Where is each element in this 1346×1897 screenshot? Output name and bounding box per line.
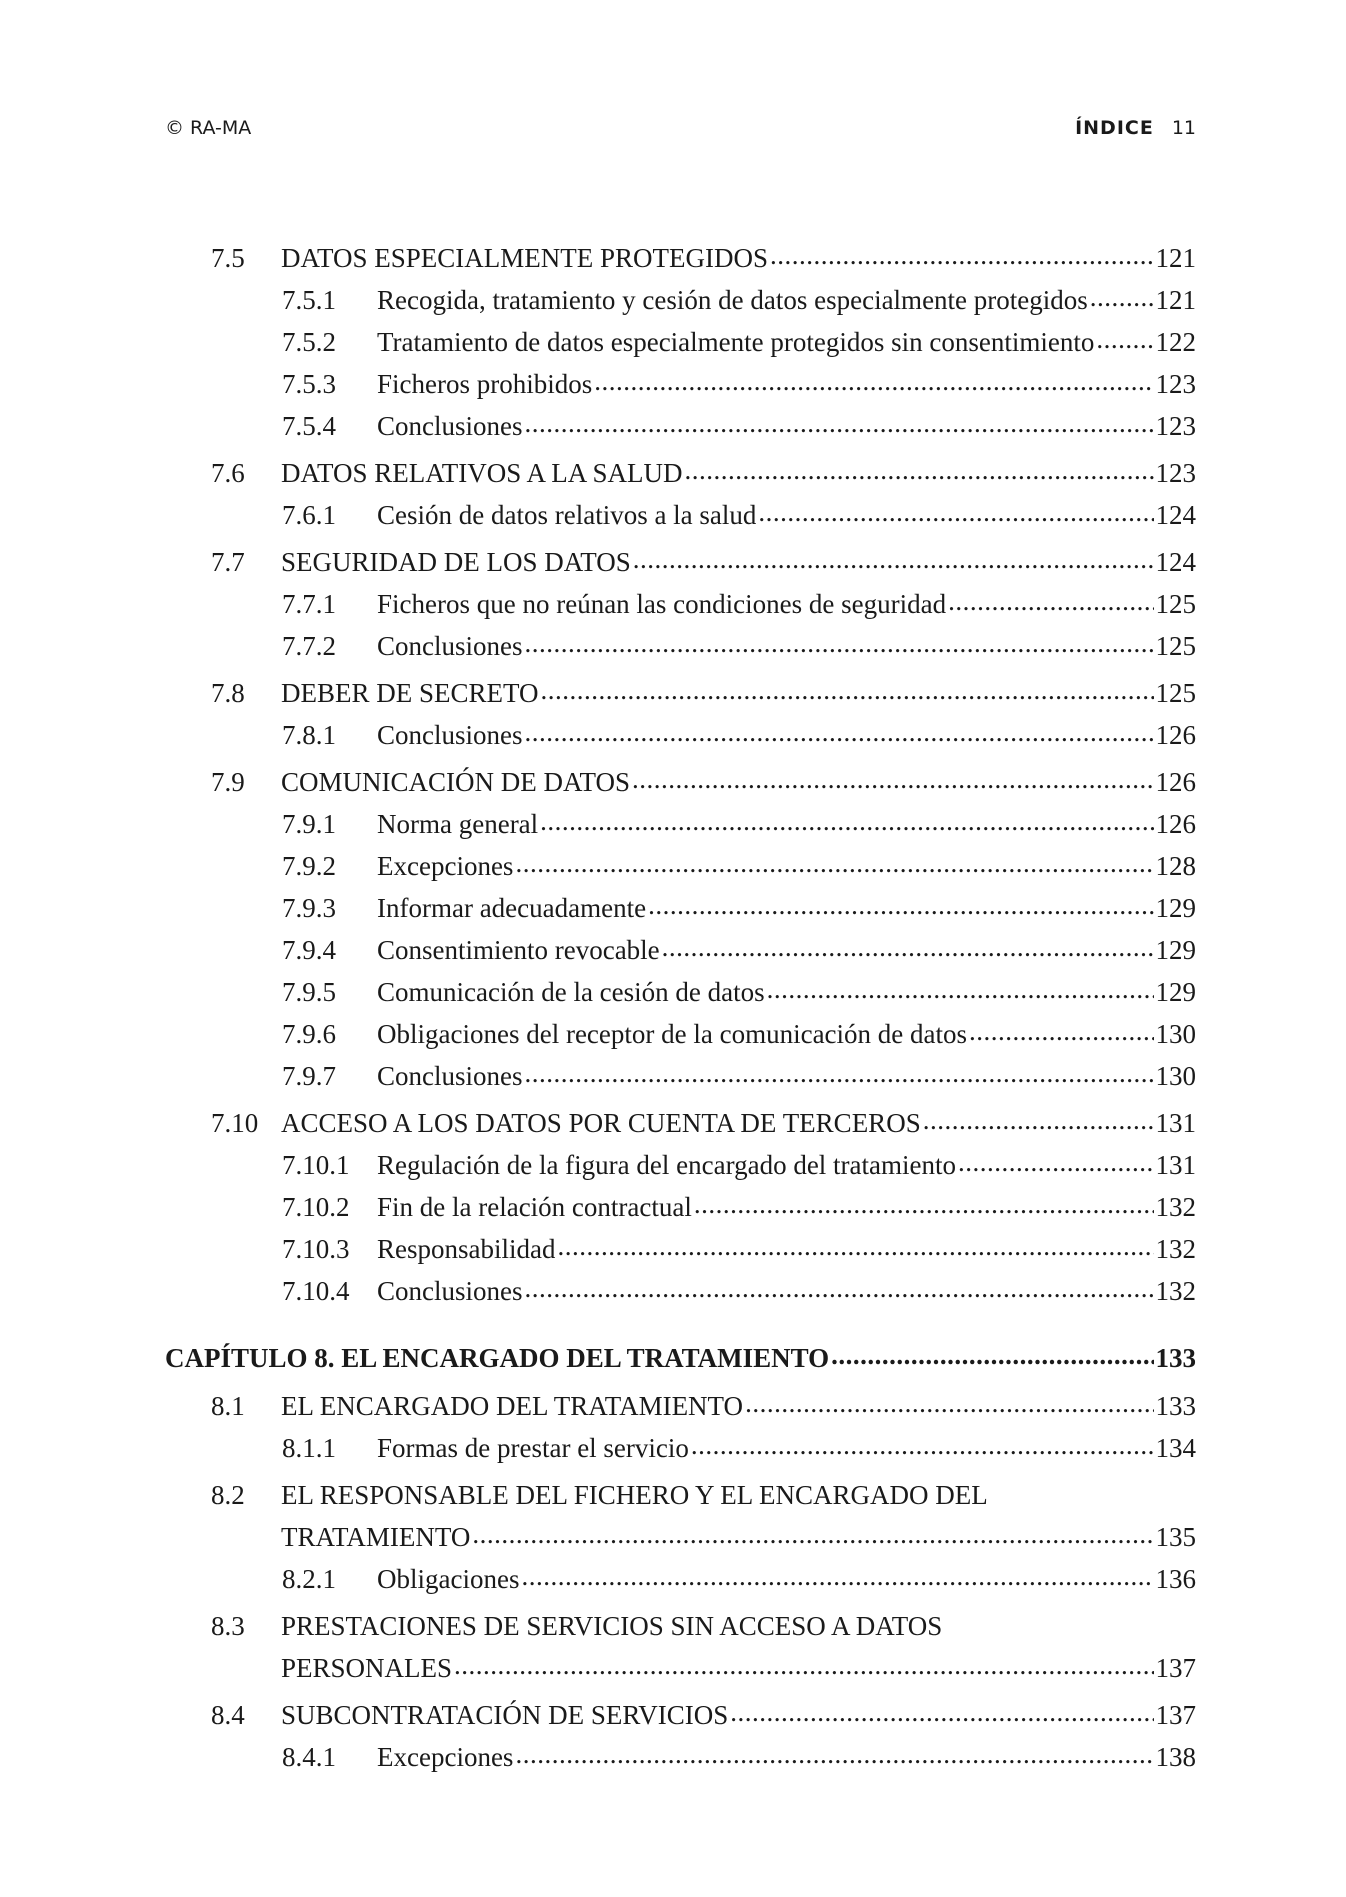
toc-entry-title: Tratamiento de datos especialmente protegidos sin consentimiento: [377, 327, 1095, 357]
toc-entry-page: 133: [1155, 1391, 1196, 1421]
dot-leader: [472, 1519, 1153, 1546]
toc-entry-page: 124: [1155, 500, 1196, 530]
toc-entry-page: 122: [1155, 327, 1196, 357]
toc-entry-number: 7.9.5: [282, 977, 336, 1007]
toc-entry-number: 7.8.1: [282, 720, 336, 750]
toc-entry-page: 129: [1155, 893, 1196, 923]
toc-entry-title: Consentimiento revocable: [377, 935, 660, 965]
dot-leader: [1090, 282, 1154, 309]
toc-entry-number: 7.5.1: [282, 285, 336, 315]
toc-entry-page: 121: [1155, 285, 1196, 315]
dot-leader: [685, 455, 1154, 482]
toc-entry: [165, 1105, 1196, 1141]
toc-chapter-entry: [165, 1340, 1196, 1376]
toc-entry: [165, 324, 1196, 360]
toc-entry-page: 135: [1155, 1522, 1196, 1552]
dot-leader: [515, 1739, 1153, 1766]
dot-leader: [594, 366, 1153, 393]
toc-entry-title: Ficheros prohibidos: [377, 369, 593, 399]
toc-entry-number: 7.9.7: [282, 1061, 336, 1091]
toc-entry-title: Obligaciones del receptor de la comunicación de datos: [377, 1019, 968, 1049]
toc-entry: [165, 848, 1196, 884]
toc-entry: [165, 628, 1196, 664]
toc-entry-page: 132: [1155, 1234, 1196, 1264]
toc-entry-page: 132: [1155, 1276, 1196, 1306]
toc-entry-number: 7.5.2: [282, 327, 336, 357]
toc-entry-page: 130: [1155, 1061, 1196, 1091]
dot-leader: [521, 1561, 1153, 1588]
dot-leader: [990, 1477, 1194, 1504]
toc-entry-number: 7.7.1: [282, 589, 336, 619]
toc-entry-page: 132: [1155, 1192, 1196, 1222]
toc-entry: [165, 1739, 1196, 1775]
dot-leader: [515, 848, 1153, 875]
dot-leader: [632, 764, 1153, 791]
dot-leader: [745, 1388, 1153, 1415]
toc-entry-page: 126: [1155, 767, 1196, 797]
toc-entry-page: 137: [1155, 1653, 1196, 1683]
toc-entry-page: 137: [1155, 1700, 1196, 1730]
dot-leader: [770, 240, 1153, 267]
toc-entry-title: SEGURIDAD DE LOS DATOS: [281, 547, 631, 577]
toc-entry-title: Conclusiones: [377, 631, 523, 661]
toc-entry-page: 134: [1155, 1433, 1196, 1463]
toc-entry-number: 8.4.1: [282, 1742, 336, 1772]
toc-entry-title: Formas de prestar el servicio: [377, 1433, 689, 1463]
toc-entry-title: SUBCONTRATACIÓN DE SERVICIOS: [281, 1700, 729, 1730]
dot-leader: [948, 586, 1153, 613]
toc-entry-page: 126: [1155, 720, 1196, 750]
toc-entry-number: 7.7: [211, 547, 245, 577]
toc-entry-number: 7.10.4: [282, 1276, 350, 1306]
dot-leader: [525, 1058, 1154, 1085]
toc-entry-title: Conclusiones: [377, 1276, 523, 1306]
toc-entry-number: 7.8: [211, 678, 245, 708]
toc-entry: [165, 1189, 1196, 1225]
toc-entry-title: EL RESPONSABLE DEL FICHERO Y EL ENCARGADO DEL: [281, 1480, 988, 1510]
toc-entry-title: Conclusiones: [377, 1061, 523, 1091]
toc-entry-page: 131: [1155, 1150, 1196, 1180]
toc-entry-title: Obligaciones: [377, 1564, 520, 1594]
toc-entry-number: 7.9.1: [282, 809, 336, 839]
toc-entry: [165, 1477, 1196, 1513]
dot-leader: [758, 497, 1153, 524]
dot-leader: [923, 1105, 1154, 1132]
toc-entry-title: COMUNICACIÓN DE DATOS: [281, 767, 631, 797]
toc-entry-number: 7.9.2: [282, 851, 336, 881]
toc-entry-title: Norma general: [377, 809, 539, 839]
dot-leader: [694, 1189, 1154, 1216]
toc-entry-number: 7.9: [211, 767, 245, 797]
dot-leader: [525, 717, 1154, 744]
toc-entry-number: 7.5: [211, 243, 245, 273]
toc-entry-title: PRESTACIONES DE SERVICIOS SIN ACCESO A DATOS: [281, 1611, 943, 1641]
toc-entry-number: 7.10.2: [282, 1192, 350, 1222]
toc-entry-number: 7.9.3: [282, 893, 336, 923]
toc-entry: [165, 408, 1196, 444]
toc-entry-title: EL ENCARGADO DEL TRATAMIENTO: [281, 1391, 744, 1421]
toc-entry-page: 129: [1155, 977, 1196, 1007]
toc-entry-number: 7.6.1: [282, 500, 336, 530]
toc-entry: [165, 497, 1196, 533]
toc-entry-number: 7.10: [211, 1108, 259, 1138]
toc-entry-title: Conclusiones: [377, 411, 523, 441]
toc-entry-page: 123: [1155, 369, 1196, 399]
toc-entry-page: 131: [1155, 1108, 1196, 1138]
toc-entry-title: Regulación de la figura del encargado del tratamiento: [377, 1150, 957, 1180]
dot-leader: [525, 1273, 1154, 1300]
toc-entry-title: DATOS ESPECIALMENTE PROTEGIDOS: [281, 243, 769, 273]
page-number: 11: [1171, 117, 1196, 139]
toc-entry-title: Fin de la relación contractual: [377, 1192, 692, 1222]
toc-entry: [165, 717, 1196, 753]
toc-entry-page: 128: [1155, 851, 1196, 881]
toc-entry-number: 7.10.3: [282, 1234, 350, 1264]
toc-entry-page: 125: [1155, 678, 1196, 708]
toc-entry-title: CAPÍTULO 8. EL ENCARGADO DEL TRATAMIENTO: [165, 1343, 830, 1373]
toc-entry-page: 133: [1155, 1343, 1196, 1373]
toc-entry: [165, 974, 1196, 1010]
toc-entry: [165, 806, 1196, 842]
dot-leader: [662, 932, 1154, 959]
toc-entry: [165, 1016, 1196, 1052]
toc-entry: [165, 1058, 1196, 1094]
toc-entry-page: 126: [1155, 809, 1196, 839]
toc-entry-title: Recogida, tratamiento y cesión de datos especialmente protegidos: [377, 285, 1088, 315]
copyright-text: © RA-MA: [165, 117, 252, 139]
toc-entry: [165, 1388, 1196, 1424]
toc-entry: [165, 282, 1196, 318]
toc-entry-page: 125: [1155, 631, 1196, 661]
toc-entry: [165, 366, 1196, 402]
toc-entry-page: 136: [1155, 1564, 1196, 1594]
toc-entry: [165, 1231, 1196, 1267]
toc-entry-number: 7.9.4: [282, 935, 336, 965]
toc-entry-title: Excepciones: [377, 1742, 514, 1772]
toc-entry-title: ACCESO A LOS DATOS POR CUENTA DE TERCEROS: [281, 1108, 921, 1138]
toc-entry-number: 7.5.3: [282, 369, 336, 399]
dot-leader: [691, 1430, 1154, 1457]
toc-entry-number: 8.4: [211, 1700, 245, 1730]
toc-entry-page: 125: [1155, 589, 1196, 619]
toc-entry-page: 123: [1155, 458, 1196, 488]
toc-entry-title: Comunicación de la cesión de datos: [377, 977, 765, 1007]
toc-entry: [165, 1273, 1196, 1309]
toc-entry: [165, 455, 1196, 491]
toc-entry-number: 8.1: [211, 1391, 245, 1421]
dot-leader: [525, 408, 1154, 435]
dot-leader: [730, 1697, 1153, 1724]
toc-entry-title: DEBER DE SECRETO: [281, 678, 539, 708]
dot-leader: [540, 806, 1153, 833]
toc-entry-number: 8.1.1: [282, 1433, 336, 1463]
dot-leader: [633, 544, 1154, 571]
toc-entry-number: 7.6: [211, 458, 245, 488]
toc-entry: [165, 932, 1196, 968]
toc-entry-title: Cesión de datos relativos a la salud: [377, 500, 757, 530]
toc-entry-title: Ficheros que no reúnan las condiciones de seguridad: [377, 589, 947, 619]
toc-entry-title: DATOS RELATIVOS A LA SALUD: [281, 458, 683, 488]
toc-entry-page: 130: [1155, 1019, 1196, 1049]
toc-entry-number: 7.7.2: [282, 631, 336, 661]
dot-leader: [958, 1147, 1153, 1174]
toc-entry: [165, 1697, 1196, 1733]
toc-entry: [165, 1650, 1196, 1686]
toc-entry: [165, 764, 1196, 800]
toc-entry-number: 8.2.1: [282, 1564, 336, 1594]
toc-entry-page: 138: [1155, 1742, 1196, 1772]
toc-entry: [165, 1147, 1196, 1183]
toc-entry-number: 7.10.1: [282, 1150, 350, 1180]
dot-leader: [767, 974, 1154, 1001]
dot-leader: [557, 1231, 1153, 1258]
toc-entry-number: 8.3: [211, 1611, 245, 1641]
toc-entry: [165, 1608, 1196, 1644]
toc-entry-title: Excepciones: [377, 851, 514, 881]
dot-leader: [454, 1650, 1153, 1677]
toc-entry-title: Responsabilidad: [377, 1234, 556, 1264]
toc-entry: [165, 1561, 1196, 1597]
toc-entry-number: 8.2: [211, 1480, 245, 1510]
section-title: ÍNDICE: [1075, 117, 1154, 139]
toc-entry-page: 121: [1155, 243, 1196, 273]
toc-entry-title: TRATAMIENTO: [281, 1522, 471, 1552]
toc-entry: [165, 675, 1196, 711]
toc-entry-page: 129: [1155, 935, 1196, 965]
dot-leader: [648, 890, 1153, 917]
dot-leader: [831, 1340, 1153, 1367]
toc-entry: [165, 240, 1196, 276]
toc-entry: [165, 1519, 1196, 1555]
toc-entry-number: 7.9.6: [282, 1019, 336, 1049]
toc-entry: [165, 1430, 1196, 1466]
dot-leader: [541, 675, 1154, 702]
toc-entry: [165, 890, 1196, 926]
toc-entry-title: Informar adecuadamente: [377, 893, 647, 923]
dot-leader: [969, 1016, 1153, 1043]
page-header: [165, 117, 1196, 147]
running-head: [1075, 117, 1196, 139]
toc-entry: [165, 544, 1196, 580]
toc-entry-page: 124: [1155, 547, 1196, 577]
toc-entry-title: PERSONALES: [281, 1653, 453, 1683]
toc-entry-page: 123: [1155, 411, 1196, 441]
dot-leader: [1096, 324, 1153, 351]
dot-leader: [525, 628, 1154, 655]
toc-entry-title: Conclusiones: [377, 720, 523, 750]
toc-entry-number: 7.5.4: [282, 411, 336, 441]
toc-entry: [165, 586, 1196, 622]
dot-leader: [944, 1608, 1194, 1635]
